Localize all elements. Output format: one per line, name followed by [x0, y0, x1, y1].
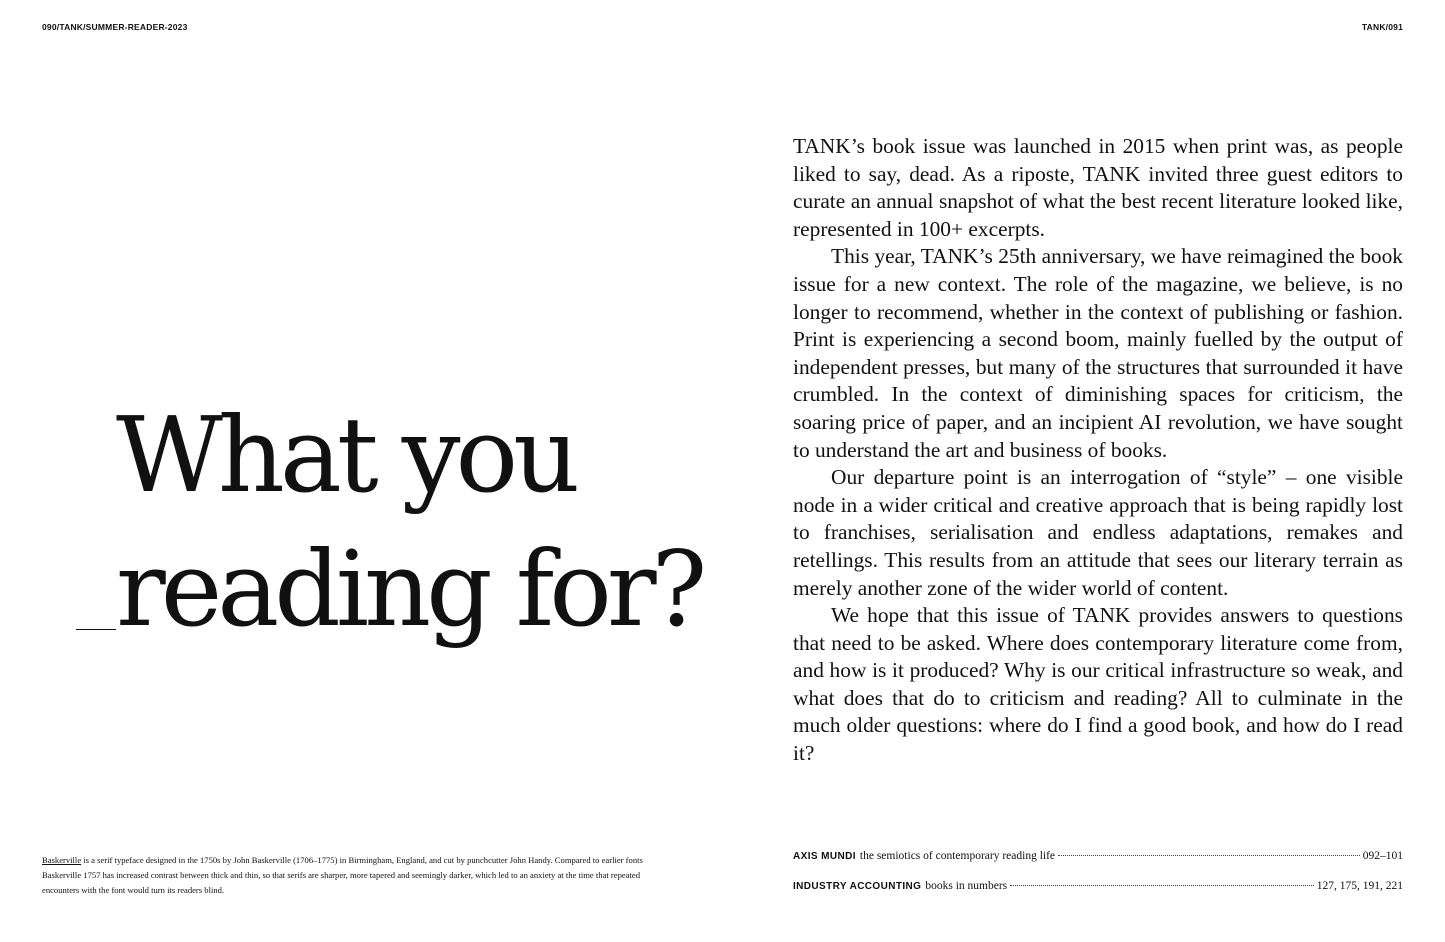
contents-entry-title: INDUSTRY ACCOUNTING	[793, 881, 922, 892]
right-folio: TANK/091	[1361, 22, 1403, 32]
dot-leader	[1010, 885, 1314, 886]
contents-entry	[793, 880, 1403, 892]
left-folio: 090/TANK/SUMMER-READER-2023	[42, 22, 188, 32]
contents-entry-description: books in numbers	[925, 880, 1008, 892]
headline-line-2: reading for?	[116, 527, 703, 650]
essay-paragraph-4: We hope that this issue of TANK provides answers to questions that need to be asked. Where does contemporary literature come from, and how is it produced? Why is our critical infrastructure so weak, and what does that do to criticism and reading? All to culminate in the much older questions: where do I find a good book, and how do I read it?	[793, 603, 1403, 766]
footnote-term: Baskerville	[42, 855, 82, 865]
essay-paragraph-1: TANK’s book issue was launched in 2015 when print was, as people liked to say, dead. As a riposte, TANK invited three guest editors to curate an annual snapshot of what the best recent literature looked like, represented in 100+ excerpts.	[793, 134, 1403, 241]
contents-entry-title: AXIS MUNDI	[793, 851, 856, 862]
contents-entry	[793, 850, 1403, 862]
editorial-essay	[793, 133, 1403, 768]
headline-rule	[76, 629, 116, 631]
headline-line-1: What you	[116, 393, 576, 516]
contents-entry-description: the semiotics of contemporary reading life	[859, 850, 1056, 862]
contents-entry-pages: 092–101	[1362, 850, 1403, 862]
typeface-footnote	[42, 853, 652, 898]
contents-entry-pages: 127, 175, 191, 221	[1316, 880, 1403, 892]
essay-paragraph-2: This year, TANK’s 25th anniversary, we have reimagined the book issue for a new context. The role of the magazine, we believe, is no longer to recommend, whether in the context of publishing or fashion. Print is experiencing a second boom, mainly fuelled by the output of independent presses, but many of the structures that surrounded it have crumbled. In the context of diminishing spaces for criticism, the soaring price of paper, and an incipient AI revolution, we have sought to understand the art and business of books.	[793, 244, 1403, 462]
footnote-text: is a serif typeface designed in the 1750s by John Baskerville (1706–1775) in Birmingham, England, and cut by punchcutter John Handy. Compared to earlier fonts Baskerville 1757 has increased contrast between thick and thin, so that serifs are sharper, more tapered and seemingly darker, which led to an anxiety at the time that repeated encounters with the font would turn its readers blind.	[42, 855, 643, 895]
essay-paragraph-3: Our departure point is an interrogation of “style” – one visible node in a wider critical and creative approach that is being rapidly lost to franchises, serialisation and endless adaptations, remakes and retellings. This results from an attitude that sees our literary terrain as merely another zone of the wider world of content.	[793, 465, 1403, 600]
dot-leader	[1058, 855, 1360, 856]
headline	[116, 388, 703, 656]
